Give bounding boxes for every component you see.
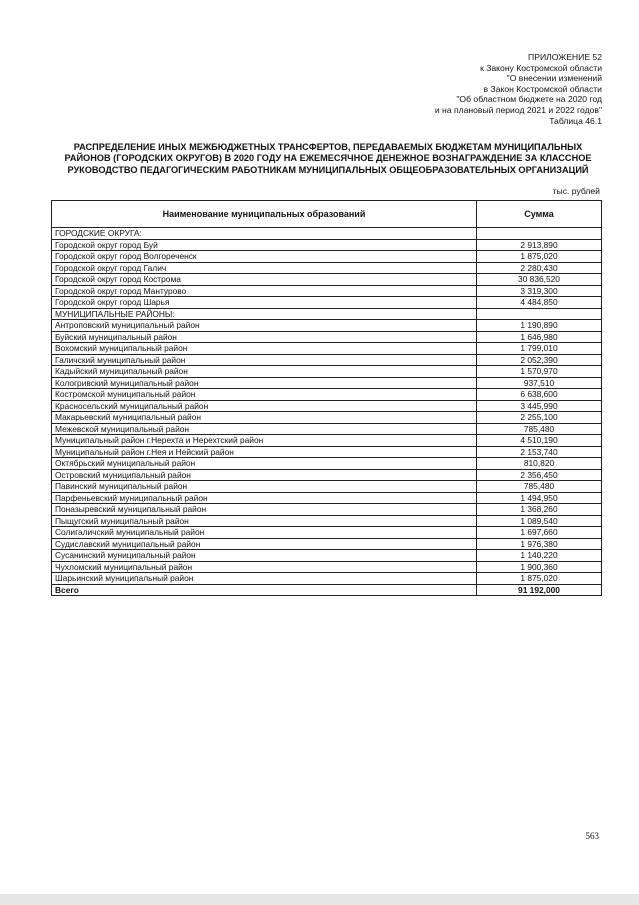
appendix-line: к Закону Костромской области bbox=[480, 62, 602, 73]
cell-name: ГОРОДСКИЕ ОКРУГА: bbox=[52, 228, 477, 240]
cell-name: Кологривский муниципальный район bbox=[52, 377, 477, 389]
table-row bbox=[52, 423, 602, 435]
table-row bbox=[52, 435, 602, 447]
table-row bbox=[52, 492, 602, 504]
table-row bbox=[52, 550, 602, 562]
cell-value: 2 280,430 bbox=[477, 262, 602, 274]
cell-name: Межевской муниципальный район bbox=[52, 423, 477, 435]
cell-name: Вохомский муниципальный район bbox=[52, 343, 477, 355]
table-row bbox=[52, 481, 602, 493]
cell-value: 4 510,190 bbox=[477, 435, 602, 447]
cell-value: 1 976,380 bbox=[477, 538, 602, 550]
table-row bbox=[52, 331, 602, 343]
cell-value: 1 494,950 bbox=[477, 492, 602, 504]
appendix-line: и на плановый период 2021 и 2022 годов" bbox=[434, 104, 602, 115]
cell-value: 2 255,100 bbox=[477, 412, 602, 424]
table-row bbox=[52, 412, 602, 424]
table-row bbox=[52, 343, 602, 355]
table-row bbox=[52, 377, 602, 389]
table-row bbox=[52, 354, 602, 366]
cell-value: 2 153,740 bbox=[477, 446, 602, 458]
cell-name: Буйский муниципальный район bbox=[52, 331, 477, 343]
cell-name: Городской округ город Шарья bbox=[52, 297, 477, 309]
cell-name: Чухломский муниципальный район bbox=[52, 561, 477, 573]
cell-name: Красносельский муниципальный район bbox=[52, 400, 477, 412]
appendix-header bbox=[302, 52, 602, 126]
table-row bbox=[52, 504, 602, 516]
transfers-table bbox=[51, 200, 602, 596]
units-label: тыс. рублей bbox=[552, 186, 600, 196]
cell-value: 1 570,970 bbox=[477, 366, 602, 378]
scan-bottom-strip bbox=[0, 894, 639, 905]
cell-name: Галичский муниципальный район bbox=[52, 354, 477, 366]
table-row bbox=[52, 262, 602, 274]
cell-value: 1 799,010 bbox=[477, 343, 602, 355]
table-row bbox=[52, 458, 602, 470]
table-row bbox=[52, 308, 602, 320]
cell-value: 1 140,220 bbox=[477, 550, 602, 562]
cell-value: 1 900,360 bbox=[477, 561, 602, 573]
cell-name: Шарьинский муниципальный район bbox=[52, 573, 477, 585]
table-body bbox=[52, 228, 602, 596]
cell-name: Кадыйский муниципальный район bbox=[52, 366, 477, 378]
table-header-row bbox=[52, 201, 602, 228]
cell-name: Городской округ город Буй bbox=[52, 239, 477, 251]
cell-name: Пыщугский муниципальный район bbox=[52, 515, 477, 527]
cell-name: Муниципальный район г.Нея и Нейский район bbox=[52, 446, 477, 458]
appendix-line: ПРИЛОЖЕНИЕ 52 bbox=[528, 52, 602, 62]
table-row bbox=[52, 274, 602, 286]
cell-name: Поназыревский муниципальный район bbox=[52, 504, 477, 516]
table-row bbox=[52, 515, 602, 527]
cell-value: 1 089,540 bbox=[477, 515, 602, 527]
appendix-line: "О внесении изменений bbox=[506, 73, 602, 84]
table-row bbox=[52, 285, 602, 297]
cell-name: Антроповский муниципальный район bbox=[52, 320, 477, 332]
cell-value: 2 052,390 bbox=[477, 354, 602, 366]
cell-name: Павинский муниципальный район bbox=[52, 481, 477, 493]
cell-name: Макарьевский муниципальный район bbox=[52, 412, 477, 424]
header-sum: Сумма bbox=[477, 201, 602, 228]
cell-value: 785,480 bbox=[477, 423, 602, 435]
appendix-line: Таблица 46.1 bbox=[549, 115, 602, 126]
table-row bbox=[52, 400, 602, 412]
cell-value: 1 697,660 bbox=[477, 527, 602, 539]
total-row bbox=[52, 584, 602, 596]
table-row bbox=[52, 469, 602, 481]
appendix-line: "Об областном бюджете на 2020 год bbox=[456, 94, 602, 105]
cell-value: 1 875,020 bbox=[477, 573, 602, 585]
cell-name: Городской округ город Кострома bbox=[52, 274, 477, 286]
cell-name: Муниципальный район г.Нерехта и Нерехтский район bbox=[52, 435, 477, 447]
table-row bbox=[52, 573, 602, 585]
table-row bbox=[52, 561, 602, 573]
cell-value: 1 646,980 bbox=[477, 331, 602, 343]
table-row bbox=[52, 239, 602, 251]
table-row bbox=[52, 228, 602, 240]
cell-name: Городской округ город Галич bbox=[52, 262, 477, 274]
cell-value bbox=[477, 308, 602, 320]
table-row bbox=[52, 538, 602, 550]
table-row bbox=[52, 389, 602, 401]
cell-value: 2 913,890 bbox=[477, 239, 602, 251]
cell-value: 3 319,300 bbox=[477, 285, 602, 297]
cell-value: 30 836,520 bbox=[477, 274, 602, 286]
table-row bbox=[52, 297, 602, 309]
cell-value: 6 638,600 bbox=[477, 389, 602, 401]
cell-value: 937,510 bbox=[477, 377, 602, 389]
appendix-line: в Закон Костромской области bbox=[483, 83, 602, 94]
cell-name: Костромской муниципальный район bbox=[52, 389, 477, 401]
cell-name: Городской округ город Волгореченск bbox=[52, 251, 477, 263]
cell-value: 785,480 bbox=[477, 481, 602, 493]
cell-name: Островский муниципальный район bbox=[52, 469, 477, 481]
cell-name: Солигаличский муниципальный район bbox=[52, 527, 477, 539]
table-row bbox=[52, 527, 602, 539]
cell-value: 1 875,020 bbox=[477, 251, 602, 263]
document-title: РАСПРЕДЕЛЕНИЕ ИНЫХ МЕЖБЮДЖЕТНЫХ ТРАНСФЕРТОВ, ПЕРЕДАВАЕМЫХ БЮДЖЕТАМ МУНИЦИПАЛЬНЫХ РАЙОНОВ (ГОРОДСКИХ ОКРУГОВ) В 2020 ГОДУ НА ЕЖЕМЕСЯЧНОЕ ДЕНЕЖНОЕ ВОЗНАГРАЖДЕНИЕ ЗА КЛАССНОЕ РУКОВОДСТВО ПЕДАГОГИЧЕСКИМ РАБОТНИКАМ МУНИЦИПАЛЬНЫХ ОБЩЕОБРАЗОВАТЕЛЬНЫХ ОРГАНИЗАЦИЙ bbox=[64, 142, 592, 175]
cell-value bbox=[477, 228, 602, 240]
cell-name: Судиславский муниципальный район bbox=[52, 538, 477, 550]
cell-value: 2 356,450 bbox=[477, 469, 602, 481]
page-number: 563 bbox=[585, 831, 599, 841]
table-row bbox=[52, 251, 602, 263]
cell-value: 810,820 bbox=[477, 458, 602, 470]
header-name: Наименование муниципальных образований bbox=[52, 201, 477, 228]
cell-name: Городской округ город Мантурово bbox=[52, 285, 477, 297]
table-row bbox=[52, 366, 602, 378]
cell-name: Парфеньевский муниципальный район bbox=[52, 492, 477, 504]
cell-name: МУНИЦИПАЛЬНЫЕ РАЙОНЫ: bbox=[52, 308, 477, 320]
cell-value: 3 445,990 bbox=[477, 400, 602, 412]
total-value: 91 192,000 bbox=[477, 584, 602, 596]
cell-value: 4 484,850 bbox=[477, 297, 602, 309]
table-row bbox=[52, 320, 602, 332]
cell-name: Октябрьский муниципальный район bbox=[52, 458, 477, 470]
cell-name: Сусанинский муниципальный район bbox=[52, 550, 477, 562]
cell-value: 1 368,260 bbox=[477, 504, 602, 516]
cell-value: 1 190,890 bbox=[477, 320, 602, 332]
total-label: Всего bbox=[52, 584, 477, 596]
table-row bbox=[52, 446, 602, 458]
